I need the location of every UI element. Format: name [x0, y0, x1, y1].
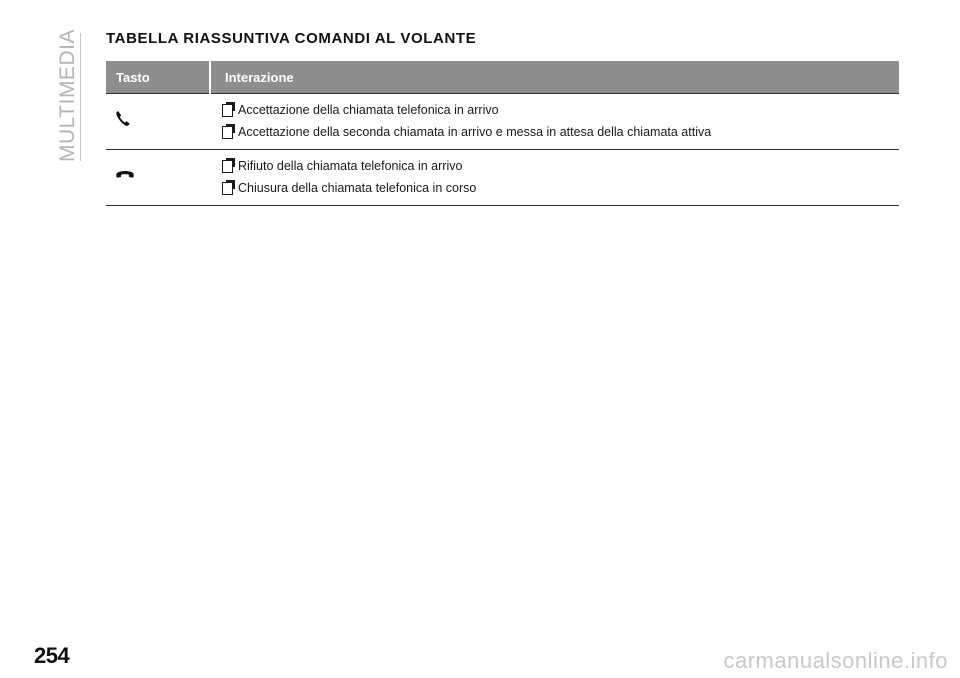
table-row: [106, 150, 899, 206]
header-key: Tasto: [106, 61, 210, 94]
page-number: 254: [34, 643, 70, 668]
list-item-text: Chiusura della chiamata telefonica in corso: [238, 181, 477, 195]
bullet-checkbox-icon: [222, 126, 233, 139]
phone-answer-icon: [112, 108, 134, 130]
bullet-checkbox-icon: [222, 182, 233, 195]
page-title: TABELLA RIASSUNTIVA COMANDI AL VOLANTE: [106, 30, 477, 47]
section-side-label-text: MULTIMEDIA: [56, 29, 79, 162]
table-row: [106, 94, 899, 150]
key-cell: [106, 94, 210, 150]
list-item-text: Accettazione della seconda chiamata in arrivo e messa in attesa della chiamata attiva: [238, 125, 712, 139]
list-item: [222, 177, 899, 199]
list-item: [222, 121, 899, 143]
steering-commands-table: [106, 61, 899, 206]
side-divider: [80, 33, 81, 161]
header-interaction: Interazione: [210, 61, 899, 94]
list-item-text: Rifiuto della chiamata telefonica in arrivo: [238, 159, 463, 173]
table-header-row: [106, 61, 899, 94]
interaction-cell: [210, 94, 899, 150]
bullet-checkbox-icon: [222, 104, 233, 117]
section-side-label: [57, 30, 79, 162]
list-item-text: Accettazione della chiamata telefonica in arrivo: [238, 103, 499, 117]
bullet-checkbox-icon: [222, 160, 233, 173]
list-item: [222, 99, 899, 121]
interaction-cell: [210, 150, 899, 206]
key-cell: [106, 150, 210, 206]
phone-hangup-icon: [112, 164, 138, 186]
watermark: carmanualsonline.info: [723, 648, 948, 673]
list-item: [222, 155, 899, 177]
